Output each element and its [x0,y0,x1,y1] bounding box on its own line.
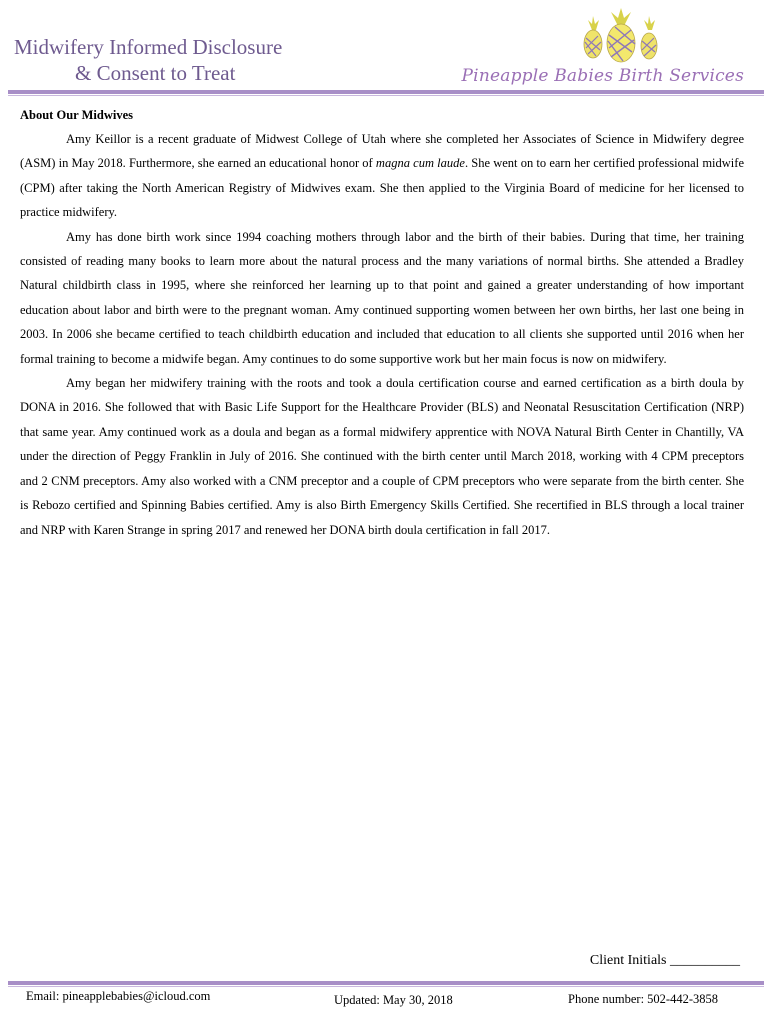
paragraph-1 [20,127,744,225]
footer-updated-date: Updated: May 30, 2018 [334,993,453,1007]
client-initials-field: Client Initials __________ [589,953,740,968]
about-section [20,103,744,542]
header-divider [8,90,764,94]
header-divider-thin [8,95,764,96]
paragraph-2: Amy has done birth work since 1994 coaching mothers through labor and the birth of their babies. During that time, her training consisted of reading many books to learn more about the natural process and the many variations of normal births. She attended a Bradley Natural childbirth class in 1995, where she reinforced her learning up to that point and gained a greater understanding of how important education about labor and birth were to the pregnant woman. Amy continued supporting women between her own births, her last one being in 2003. In 2006 she became certified to teach childbirth education and included that education to all clients she supported until 2016 when her formal training to become a midwife began. Amy continues to do some supportive work but her main focus is now on midwifery. [20,229,744,366]
paragraph-1-text-b: . She went on to earn her certified professional midwife (CPM) after taking the North American Registry of Midwives exam. She then applied to the Virginia Board of medicine for her licensed to practice midwifery. [20,156,744,220]
title-line-1: Midwifery Informed Disclosure [14,35,283,59]
brand-name: Pineapple Babies Birth Services [461,66,744,86]
document-title [14,34,282,86]
paragraph-1-emphasis: magna cum laude [375,156,465,171]
footer-divider [8,981,764,985]
footer-divider-thin [8,986,764,987]
pineapple-logo-icon [578,8,664,66]
paragraph-3: Amy began her midwifery training with the roots and took a doula certification course and earned certification as a birth doula by DONA in 2016. She followed that with Basic Life Support for the Healthcare Provider (BLS) and Neonatal Resuscitation Certification (NRP) that same year. Amy continued work as a doula and began as a formal midwifery apprentice with NOVA Natural Birth Center in Chantilly, VA under the direction of Peggy Franklin in July of 2016. She continued with the birth center until March 2018, working with 4 CPM preceptors and 2 CNM preceptors. Amy also worked with a CNM preceptor and a couple of CPM preceptors who were separate from the birth center. She is Rebozo certified and Spinning Babies certified. Amy is also Birth Emergency Skills Certified. She recertified in BLS through a local trainer and NRP with Karen Strange in spring 2017 and renewed her DONA birth doula certification in fall 2017. [20,376,744,537]
footer-phone: Phone number: 502-442-3858 [568,992,718,1006]
title-line-2: & Consent to Treat [75,61,236,85]
section-heading: About Our Midwives [20,108,133,122]
footer-email: Email: pineapplebabies@icloud.com [26,989,211,1003]
paragraph-1-text-a: Amy Keillor is a recent graduate of Midwest College of Utah where she completed her Associates of Science in Midwifery degree (ASM) in May 2018. Furthermore, she earned an educational honor of [20,132,744,171]
